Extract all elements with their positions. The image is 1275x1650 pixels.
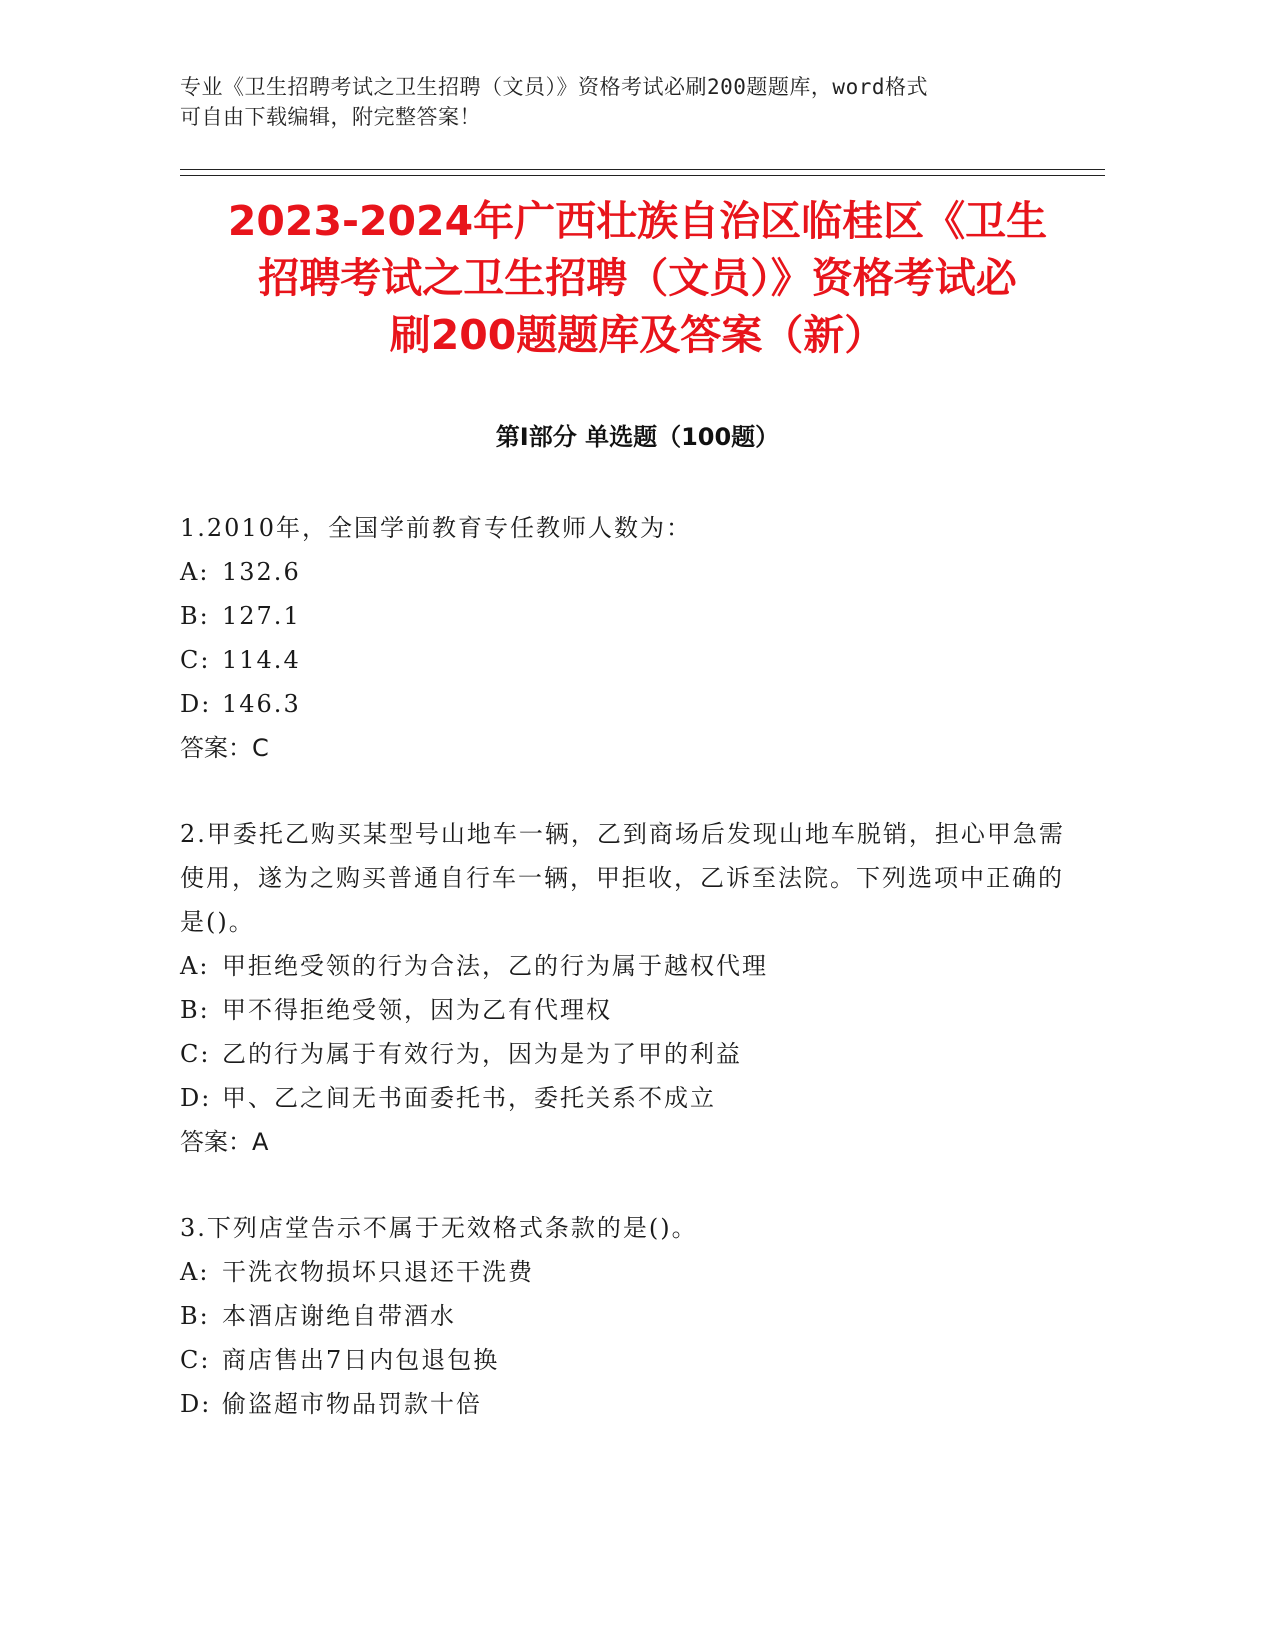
option-text: 132.6	[222, 558, 301, 586]
option-text: 商店售出7日内包退包换	[222, 1346, 500, 1374]
option-text: 127.1	[222, 602, 301, 630]
option-c	[180, 1032, 1080, 1076]
option-a	[180, 944, 1080, 988]
option-key: D:	[180, 1084, 212, 1112]
option-text: 甲、乙之间无书面委托书，委托关系不成立	[222, 1084, 716, 1112]
option-text: 甲拒绝受领的行为合法，乙的行为属于越权代理	[222, 952, 768, 980]
question-2	[180, 812, 1080, 1164]
option-key: B:	[180, 602, 210, 630]
question-1	[180, 506, 1080, 770]
question-stem: 3.下列店堂告示不属于无效格式条款的是()。	[180, 1214, 698, 1242]
option-d	[180, 1076, 1080, 1120]
header-divider	[180, 175, 1105, 176]
answer: 答案：C	[180, 734, 269, 762]
option-b	[180, 594, 1080, 638]
option-d	[180, 1382, 1080, 1426]
question-list	[180, 506, 1080, 1468]
title-line: 招聘考试之卫生招聘（文员）》资格考试必	[258, 254, 1017, 302]
option-text: 偷盗超市物品罚款十倍	[222, 1390, 482, 1418]
option-key: B:	[180, 1302, 210, 1330]
answer: 答案：A	[180, 1128, 269, 1156]
title-line: 2023-2024年广西壮族自治区临桂区《卫生	[227, 197, 1048, 245]
option-key: C:	[180, 1346, 211, 1374]
option-key: A:	[180, 1258, 210, 1286]
option-key: B:	[180, 996, 210, 1024]
option-text: 本酒店谢绝自带酒水	[222, 1302, 456, 1330]
option-b	[180, 1294, 1080, 1338]
section-title: 第Ⅰ部分 单选题（100题）	[495, 423, 780, 451]
option-text: 146.3	[222, 690, 301, 718]
option-key: D:	[180, 690, 212, 718]
option-key: D:	[180, 1390, 212, 1418]
intro-line: 专业《卫生招聘考试之卫生招聘（文员）》资格考试必刷200题题库，word格式	[180, 75, 928, 99]
question-3	[180, 1206, 1080, 1426]
option-a	[180, 550, 1080, 594]
document-title	[150, 193, 1125, 364]
option-d	[180, 682, 1080, 726]
option-c	[180, 638, 1080, 682]
option-text: 干洗衣物损坏只退还干洗费	[222, 1258, 534, 1286]
option-c	[180, 1338, 1080, 1382]
option-key: A:	[180, 952, 210, 980]
header-divider	[180, 169, 1105, 170]
option-text: 甲不得拒绝受领，因为乙有代理权	[222, 996, 612, 1024]
option-text: 114.4	[222, 646, 301, 674]
title-line: 刷200题题库及答案（新）	[389, 311, 886, 359]
option-a	[180, 1250, 1080, 1294]
option-b	[180, 988, 1080, 1032]
option-key: C:	[180, 646, 211, 674]
document-intro	[180, 72, 1060, 132]
option-text: 乙的行为属于有效行为，因为是为了甲的利益	[222, 1040, 742, 1068]
question-stem: 1.2010年，全国学前教育专任教师人数为：	[180, 514, 692, 542]
option-key: C:	[180, 1040, 211, 1068]
question-stem: 2.甲委托乙购买某型号山地车一辆，乙到商场后发现山地车脱销，担心甲急需使用，遂为之购买普通自行车一辆，甲拒收，乙诉至法院。下列选项中正确的是()。	[180, 820, 1065, 936]
option-key: A:	[180, 558, 210, 586]
intro-line: 可自由下载编辑，附完整答案！	[180, 105, 481, 129]
